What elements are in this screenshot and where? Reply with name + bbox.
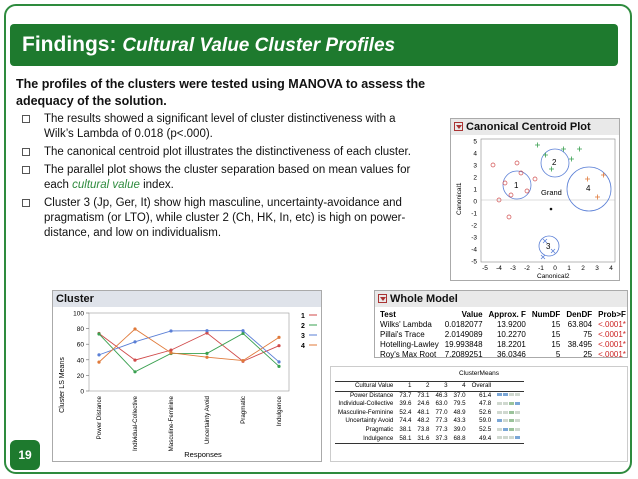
x-tick-label: 0 xyxy=(553,265,557,272)
table-cell: Uncertainty Avoid xyxy=(345,417,394,425)
header-cell: Cultural Value xyxy=(335,382,396,392)
intro-text: The profiles of the clusters were tested using MANOVA to assess the adequacy of the solution. xyxy=(16,77,426,108)
spark-bar xyxy=(509,419,514,422)
table-cell: <.0001* xyxy=(598,340,626,349)
spark-bar xyxy=(509,436,514,439)
table-cell: 25 xyxy=(583,350,593,359)
whole-model-panel xyxy=(374,290,628,358)
slide-title xyxy=(10,24,618,66)
table-cell: Power Distance xyxy=(350,391,394,399)
header-cell: DenDF xyxy=(566,310,593,319)
table-row xyxy=(335,391,524,400)
data-point xyxy=(277,360,280,363)
bullet-list xyxy=(18,112,428,244)
table-cell: <.0001* xyxy=(598,320,626,329)
table-cell: Wilks' Lambda xyxy=(380,320,432,329)
table-cell: 15 xyxy=(551,340,561,349)
data-point xyxy=(97,353,100,356)
spark-bars xyxy=(494,435,524,444)
table-row xyxy=(377,340,629,350)
bullet-text: index. xyxy=(139,179,174,191)
header-cell: 4 xyxy=(451,382,469,392)
header-cell: 2 xyxy=(414,382,432,392)
spark-bar xyxy=(503,393,508,396)
table-cell: 38.495 xyxy=(567,340,593,349)
cluster-means-panel xyxy=(330,366,628,462)
spark-bars xyxy=(494,391,524,400)
spark-bars xyxy=(494,409,524,418)
table-cell: 73.7 xyxy=(399,391,412,399)
table-cell: 43.3 xyxy=(453,417,466,425)
data-point xyxy=(241,332,244,335)
spark-bar xyxy=(515,393,520,396)
y-tick-label: -3 xyxy=(471,234,477,242)
data-point xyxy=(169,329,172,332)
table-cell: 5 xyxy=(555,350,561,359)
table-cell: 74.4 xyxy=(399,417,412,425)
spark-bar xyxy=(497,411,502,414)
table-header-row xyxy=(377,310,629,320)
bullet-item xyxy=(18,145,428,160)
y-tick-label: -5 xyxy=(471,258,477,266)
page-number: 19 xyxy=(10,440,40,470)
cluster-label-2: 2 xyxy=(552,158,557,167)
cluster-label-3: 3 xyxy=(546,242,551,251)
header-cell: 1 xyxy=(396,382,414,392)
table-row xyxy=(377,330,629,340)
table-cell: 52.4 xyxy=(399,408,412,416)
spark-bar xyxy=(515,436,520,439)
table-cell: 18.2201 xyxy=(496,340,526,349)
spark-bars xyxy=(494,426,524,435)
spark-bar xyxy=(515,419,520,422)
table-cell: 52.5 xyxy=(479,425,492,433)
legend-label: 2 xyxy=(301,323,305,330)
table-cell: 2.0149089 xyxy=(444,330,483,339)
spark-bar xyxy=(503,411,508,414)
table-cell: Pragmatic xyxy=(365,425,394,433)
data-point xyxy=(133,340,136,343)
data-point xyxy=(241,359,244,362)
data-point xyxy=(133,359,136,362)
table-cell: Individual-Collective xyxy=(338,400,394,408)
x-tick-label: 3 xyxy=(595,265,599,272)
table-cell: 48.2 xyxy=(417,417,430,425)
table-cell: 48.1 xyxy=(417,408,430,416)
y-tick-label: 1 xyxy=(473,186,477,194)
x-tick-label: -3 xyxy=(510,265,516,272)
table-cell: 59.0 xyxy=(479,417,492,425)
y-tick-label: 0 xyxy=(80,388,84,396)
cluster-label-1: 1 xyxy=(514,181,519,190)
table-cell: 73.8 xyxy=(417,425,430,433)
table-cell: Hotelling-Lawley xyxy=(380,340,439,349)
canonical-plot-title: Canonical Centroid Plot xyxy=(466,121,591,133)
table-row xyxy=(335,426,524,435)
data-point xyxy=(133,327,136,330)
header-cell: Overall xyxy=(469,382,495,392)
data-point xyxy=(133,370,136,373)
x-tick-label: -2 xyxy=(524,265,530,272)
whole-model-title: Whole Model xyxy=(390,293,458,305)
spark-bar xyxy=(509,411,514,414)
cluster-label-4: 4 xyxy=(586,184,591,193)
y-tick-label: 60 xyxy=(76,341,84,349)
grand-label: Grand xyxy=(541,188,562,197)
table-cell: 10.2270 xyxy=(496,330,526,339)
data-point xyxy=(169,349,172,352)
table-cell: 37.3 xyxy=(432,435,450,444)
canonical-centroid-panel xyxy=(450,118,620,281)
y-tick-label: 3 xyxy=(473,162,477,170)
table-row xyxy=(335,409,524,418)
spark-bar xyxy=(515,402,520,405)
spark-bar xyxy=(509,402,514,405)
checkbox-bullet-icon xyxy=(22,148,30,156)
table-cell: 37.0 xyxy=(453,391,466,399)
table-cell: 15 xyxy=(551,330,561,339)
header-cell: Value xyxy=(461,310,483,319)
table-row xyxy=(335,417,524,426)
checkbox-bullet-icon xyxy=(22,166,30,174)
x-tick-label: 2 xyxy=(581,265,585,272)
x-tick-label: Masculine-Feminine xyxy=(168,396,175,452)
y-tick-label: -2 xyxy=(471,222,477,230)
data-point xyxy=(277,336,280,339)
spark-bars xyxy=(494,400,524,409)
x-tick-label: 1 xyxy=(567,265,571,272)
table-row xyxy=(335,400,524,409)
table-cell: 19.993848 xyxy=(444,340,483,349)
table-cell: 63.804 xyxy=(567,320,593,329)
disclosure-triangle-icon[interactable] xyxy=(454,122,463,131)
plot-area xyxy=(89,313,289,391)
canonical-panel-header xyxy=(451,119,619,135)
spark-bar xyxy=(503,402,508,405)
table-cell: 13.9200 xyxy=(496,320,526,329)
table-cell: Pillai's Trace xyxy=(380,330,425,339)
table-cell: 77.0 xyxy=(435,408,448,416)
header-cell: Approx. F xyxy=(488,310,526,319)
checkbox-bullet-icon xyxy=(22,115,30,123)
spark-bars xyxy=(494,417,524,426)
canonical-xlabel: Canonical2 xyxy=(537,273,570,280)
legend-label: 4 xyxy=(301,343,305,350)
table-cell: 79.5 xyxy=(453,400,466,408)
x-tick-label: Indulgence xyxy=(276,396,283,427)
table-cell: 49.4 xyxy=(469,435,495,444)
table-cell: 52.6 xyxy=(479,408,492,416)
table-cell: 15 xyxy=(551,320,561,329)
header-cell: 3 xyxy=(432,382,450,392)
data-point xyxy=(205,352,208,355)
bullet-item xyxy=(18,163,428,193)
spark-bar xyxy=(497,402,502,405)
cluster-means-title: ClusterMeans xyxy=(458,370,500,377)
x-tick-label: -5 xyxy=(482,265,488,272)
x-tick-label: Uncertainty Avoid xyxy=(204,396,211,445)
cluster-ylabel: Cluster LS Means xyxy=(59,357,66,413)
header-cell: Test xyxy=(380,310,396,319)
spark-bar xyxy=(497,428,502,431)
spark-bar xyxy=(509,428,514,431)
y-tick-label: -1 xyxy=(471,210,477,218)
spark-header xyxy=(494,382,524,392)
bullet-item xyxy=(18,196,428,241)
cluster-xlabel: Responses xyxy=(184,450,222,459)
whole-model-header xyxy=(375,291,627,307)
table-row xyxy=(335,435,524,444)
x-tick-label: 4 xyxy=(609,265,613,272)
cluster-means-table xyxy=(335,381,524,444)
y-tick-label: 5 xyxy=(473,138,477,146)
spark-bar xyxy=(497,393,502,396)
table-cell: Indulgence xyxy=(335,435,396,444)
legend-label: 3 xyxy=(301,333,305,340)
table-cell: 77.3 xyxy=(435,425,448,433)
data-point xyxy=(97,332,100,335)
whole-model-table xyxy=(377,310,629,360)
checkbox-bullet-icon xyxy=(22,199,30,207)
data-point xyxy=(205,356,208,359)
table-cell: 36.0346 xyxy=(496,350,526,359)
table-cell: 68.8 xyxy=(451,435,469,444)
table-cell: 73.1 xyxy=(417,391,430,399)
table-cell: 24.6 xyxy=(417,400,430,408)
x-tick-label: Pragmatic xyxy=(240,396,247,424)
spark-bar xyxy=(503,436,508,439)
data-point xyxy=(205,329,208,332)
table-cell: 75 xyxy=(583,330,593,339)
legend-label: 1 xyxy=(301,313,305,320)
table-cell: 0.0182077 xyxy=(444,320,483,329)
data-point xyxy=(97,361,100,364)
spark-bar xyxy=(503,419,508,422)
bullet-item xyxy=(18,112,428,142)
table-cell: 31.6 xyxy=(414,435,432,444)
spark-bar xyxy=(497,436,502,439)
cluster-chart-title: Cluster xyxy=(56,293,94,305)
canonical-ylabel: Canonical1 xyxy=(456,182,463,215)
x-tick-label: Power Distance xyxy=(96,396,103,440)
x-tick-label: Individual-Collective xyxy=(132,396,139,452)
table-cell: 63.0 xyxy=(435,400,448,408)
data-point xyxy=(277,365,280,368)
title-sub: Cultural Value Cluster Profiles xyxy=(122,35,396,56)
header-cell: Prob>F xyxy=(598,310,626,319)
y-tick-label: 100 xyxy=(73,310,84,318)
table-row xyxy=(377,320,629,330)
table-cell: 39.0 xyxy=(453,425,466,433)
table-cell: 61.4 xyxy=(479,391,492,399)
data-point xyxy=(169,351,172,354)
bullet-text: Cluster 3 (Jp, Ger, It) show high masculine, uncertainty-avoidance and pragmatism (or LTO), while cluster 2 (Ch, HK, In, etc) is high on power-distance, and low on individualism. xyxy=(44,197,406,239)
spark-bar xyxy=(503,428,508,431)
y-tick-label: 20 xyxy=(76,372,84,380)
table-row xyxy=(377,350,629,360)
table-cell: 77.3 xyxy=(435,417,448,425)
table-cell: Roy's Max Root xyxy=(380,350,437,359)
bullet-text: The canonical centroid plot illustrates the distinctiveness of each cluster. xyxy=(44,146,411,158)
table-cell: 58.1 xyxy=(396,435,414,444)
cluster-panel-header xyxy=(53,291,321,307)
cluster-line-chart xyxy=(53,307,321,461)
table-cell: 38.1 xyxy=(399,425,412,433)
spark-bar xyxy=(497,419,502,422)
y-tick-label: 2 xyxy=(473,174,477,182)
header-cell: NumDF xyxy=(531,310,561,319)
table-cell: 48.9 xyxy=(453,408,466,416)
table-header-row xyxy=(335,382,524,392)
disclosure-triangle-icon[interactable] xyxy=(378,294,387,303)
table-cell: <.0001* xyxy=(598,330,626,339)
spark-bar xyxy=(515,428,520,431)
y-tick-label: 0 xyxy=(473,198,477,206)
spark-bar xyxy=(515,411,520,414)
table-cell: Masculine-Feminine xyxy=(338,408,394,416)
table-cell: 39.6 xyxy=(399,400,412,408)
bullet-text: The results showed a significant level of cluster distinctiveness with a Wilk’s Lambda of 0.018 (p<.000). xyxy=(44,113,396,140)
table-cell: 46.3 xyxy=(435,391,448,399)
table-cell: <.0001* xyxy=(598,350,626,359)
y-tick-label: -4 xyxy=(471,246,477,254)
title-main: Findings: xyxy=(22,33,117,56)
bullet-text: The parallel plot shows the cluster separation based on mean values for each xyxy=(44,164,411,191)
y-tick-label: 80 xyxy=(76,326,84,334)
data-point xyxy=(277,344,280,347)
y-tick-label: 40 xyxy=(76,357,84,365)
cluster-chart-panel xyxy=(52,290,322,462)
canonical-plot-svg xyxy=(451,135,619,280)
x-tick-label: -1 xyxy=(538,265,544,272)
data-point xyxy=(241,329,244,332)
table-cell: 47.8 xyxy=(479,400,492,408)
spark-bar xyxy=(509,393,514,396)
x-tick-label: -4 xyxy=(496,265,502,272)
y-tick-label: 4 xyxy=(473,150,477,158)
table-cell: 7.2089251 xyxy=(444,350,483,359)
bullet-accent-text: cultural value xyxy=(72,179,140,191)
